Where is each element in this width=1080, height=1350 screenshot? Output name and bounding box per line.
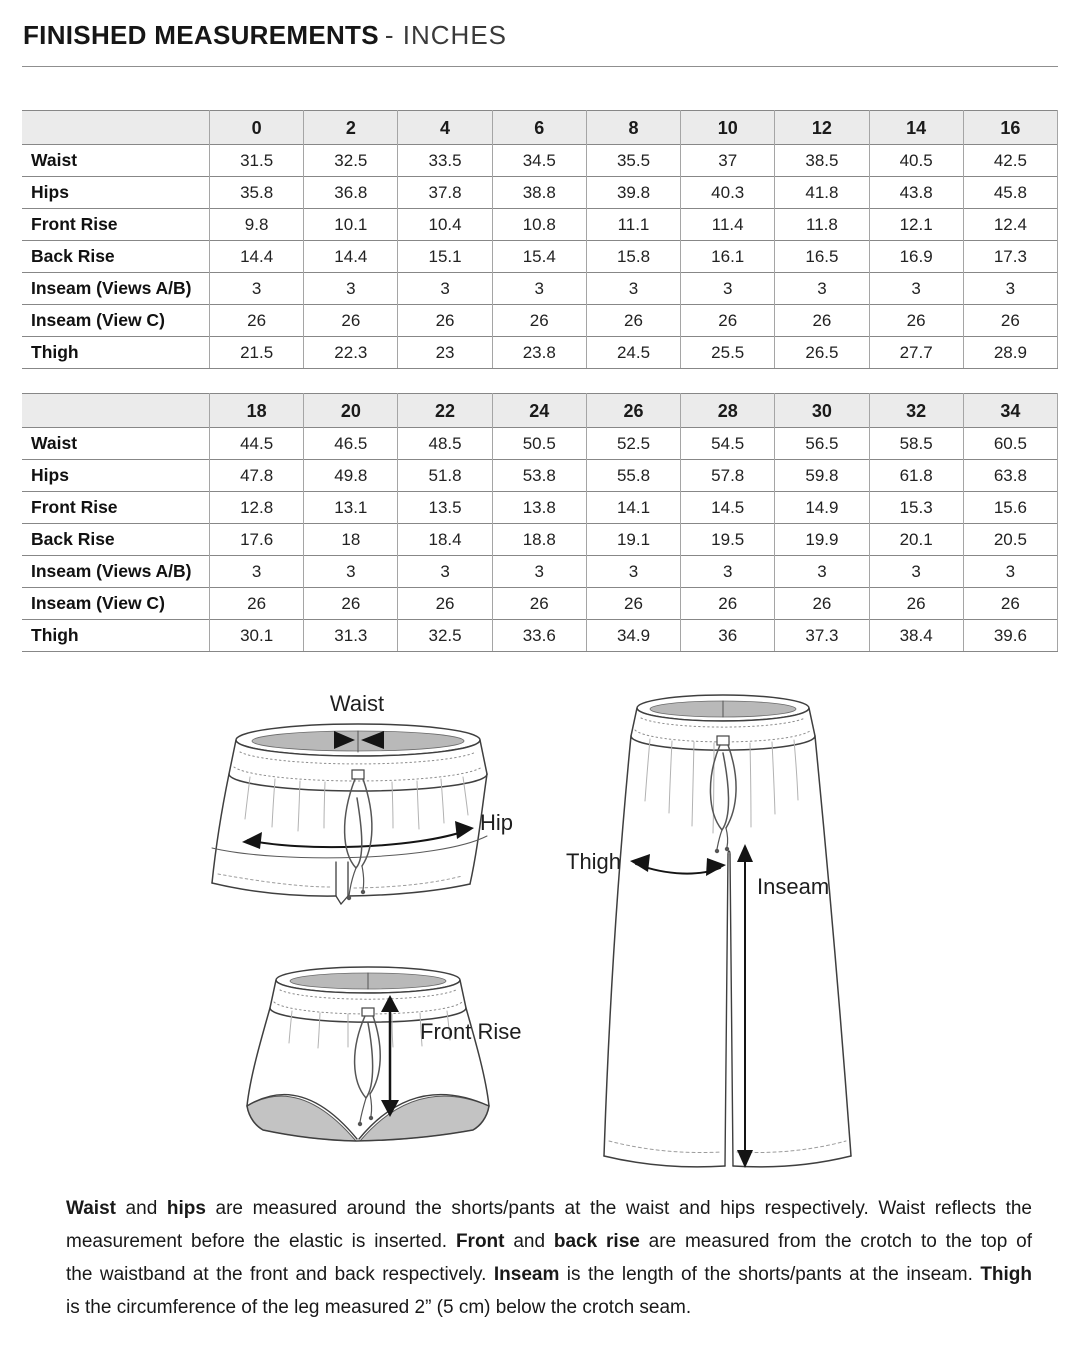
measurement-value: 3: [963, 556, 1057, 588]
measurement-value: 37.8: [398, 177, 492, 209]
title-divider: [22, 66, 1058, 67]
drawstring: [355, 1008, 381, 1126]
measurement-value: 3: [869, 273, 963, 305]
size-col-header: 14: [869, 111, 963, 145]
measurement-value: 3: [492, 556, 586, 588]
waist-label: Waist: [329, 691, 385, 716]
measurement-value: 18.4: [398, 524, 492, 556]
size-col-header: 22: [398, 394, 492, 428]
measurement-value: 14.9: [775, 492, 869, 524]
measurement-value: 12.4: [963, 209, 1057, 241]
measurement-value: 38.8: [492, 177, 586, 209]
measurement-value: 26: [586, 588, 680, 620]
measurement-value: 44.5: [210, 428, 304, 460]
front-rise-label: Front Rise: [420, 1019, 522, 1044]
measurement-value: 26.5: [775, 337, 869, 369]
measurement-value: 33.5: [398, 145, 492, 177]
measurement-value: 63.8: [963, 460, 1057, 492]
measurement-value: 26: [963, 588, 1057, 620]
measurement-label: Waist: [22, 145, 210, 177]
measurement-value: 38.4: [869, 620, 963, 652]
measurement-value: 40.5: [869, 145, 963, 177]
size-col-header: 2: [304, 111, 398, 145]
size-col-header: 28: [681, 394, 775, 428]
measurement-value: 24.5: [586, 337, 680, 369]
measurement-label: Back Rise: [22, 524, 210, 556]
measurement-value: 3: [586, 273, 680, 305]
note-line: measurement before the elastic is inserted. Front and back rise are measured from the crotch to the top of: [66, 1231, 1032, 1252]
measurement-value: 19.5: [681, 524, 775, 556]
measurement-value: 26: [963, 305, 1057, 337]
measurement-value: 36.8: [304, 177, 398, 209]
measurements-table-sizes-18-34: [22, 393, 1058, 652]
measurement-value: 26: [398, 588, 492, 620]
measurement-value: 14.5: [681, 492, 775, 524]
measurement-row: [22, 305, 1058, 337]
measurement-value: 23.8: [492, 337, 586, 369]
corner-cell: [22, 111, 210, 145]
size-header-row: [22, 394, 1058, 428]
measurement-value: 60.5: [963, 428, 1057, 460]
size-col-header: 10: [681, 111, 775, 145]
measurement-value: 3: [210, 273, 304, 305]
measurement-value: 21.5: [210, 337, 304, 369]
measurement-value: 26: [210, 305, 304, 337]
measurement-label: Inseam (Views A/B): [22, 556, 210, 588]
measurement-value: 45.8: [963, 177, 1057, 209]
measurement-value: 35.8: [210, 177, 304, 209]
measurement-value: 9.8: [210, 209, 304, 241]
measurement-notes: [66, 1192, 1032, 1324]
size-col-header: 0: [210, 111, 304, 145]
measurement-value: 41.8: [775, 177, 869, 209]
measurement-value: 15.3: [869, 492, 963, 524]
measurement-value: 49.8: [304, 460, 398, 492]
measurement-label: Front Rise: [22, 492, 210, 524]
measurement-value: 11.1: [586, 209, 680, 241]
measurement-value: 35.5: [586, 145, 680, 177]
measurement-value: 40.3: [681, 177, 775, 209]
measurement-value: 15.6: [963, 492, 1057, 524]
measurement-value: 16.9: [869, 241, 963, 273]
measurement-value: 3: [398, 273, 492, 305]
measurement-row: [22, 209, 1058, 241]
measurement-value: 12.1: [869, 209, 963, 241]
measurement-value: 26: [775, 305, 869, 337]
measurement-value: 3: [398, 556, 492, 588]
note-line: is the circumference of the leg measured 2” (5 cm) below the crotch seam.: [66, 1297, 692, 1318]
measurement-row: [22, 177, 1058, 209]
measurement-row: [22, 337, 1058, 369]
measurement-value: 32.5: [304, 145, 398, 177]
note-line: the waistband at the front and back respectively. Inseam is the length of the shorts/pants at the inseam. Thigh: [66, 1264, 1033, 1285]
measurement-row: [22, 556, 1058, 588]
measurement-label: Inseam (View C): [22, 588, 210, 620]
measurement-value: 18: [304, 524, 398, 556]
size-header-row: [22, 111, 1058, 145]
measurement-row: [22, 460, 1058, 492]
size-col-header: 26: [586, 394, 680, 428]
size-col-header: 4: [398, 111, 492, 145]
measurement-value: 54.5: [681, 428, 775, 460]
measurement-label: Inseam (Views A/B): [22, 273, 210, 305]
note-line: Waist and hips are measured around the shorts/pants at the waist and hips respectively. Waist reflects the: [66, 1198, 1032, 1219]
measurement-value: 13.1: [304, 492, 398, 524]
size-col-header: 32: [869, 394, 963, 428]
measurement-value: 27.7: [869, 337, 963, 369]
inseam-arrow: [737, 844, 753, 1168]
measurement-value: 18.8: [492, 524, 586, 556]
measurement-value: 3: [775, 556, 869, 588]
measurement-value: 15.8: [586, 241, 680, 273]
measurement-value: 37.3: [775, 620, 869, 652]
measurement-value: 11.4: [681, 209, 775, 241]
shorts-front-rise-drawing: [247, 967, 521, 1141]
measurement-label: Hips: [22, 460, 210, 492]
measurement-value: 26: [398, 305, 492, 337]
measurement-value: 15.4: [492, 241, 586, 273]
measurement-value: 58.5: [869, 428, 963, 460]
measurement-value: 36: [681, 620, 775, 652]
measurement-value: 61.8: [869, 460, 963, 492]
measurement-row: [22, 273, 1058, 305]
measurement-label: Waist: [22, 428, 210, 460]
title-main: FINISHED MEASUREMENTS: [23, 20, 379, 50]
measurement-row: [22, 524, 1058, 556]
measurement-value: 26: [869, 588, 963, 620]
measurement-label: Thigh: [22, 337, 210, 369]
measurement-value: 3: [304, 273, 398, 305]
measurement-value: 37: [681, 145, 775, 177]
measurement-value: 3: [304, 556, 398, 588]
measurement-row: [22, 588, 1058, 620]
pants-thigh-inseam-drawing: [566, 695, 851, 1168]
measurement-value: 53.8: [492, 460, 586, 492]
measurement-value: 39.6: [963, 620, 1057, 652]
measurement-value: 56.5: [775, 428, 869, 460]
measurement-value: 26: [304, 588, 398, 620]
measurement-value: 34.9: [586, 620, 680, 652]
measurement-value: 13.8: [492, 492, 586, 524]
page-title: [23, 20, 507, 51]
thigh-arrow: [630, 854, 726, 876]
measurement-value: 17.6: [210, 524, 304, 556]
measurement-value: 55.8: [586, 460, 680, 492]
measurement-value: 17.3: [963, 241, 1057, 273]
measurement-label: Back Rise: [22, 241, 210, 273]
measurement-value: 3: [492, 273, 586, 305]
measurement-value: 19.1: [586, 524, 680, 556]
size-col-header: 12: [775, 111, 869, 145]
measurements-table-sizes-0-16: [22, 110, 1058, 369]
size-col-header: 30: [775, 394, 869, 428]
measurement-value: 22.3: [304, 337, 398, 369]
measurement-value: 46.5: [304, 428, 398, 460]
measurement-value: 19.9: [775, 524, 869, 556]
measurement-value: 43.8: [869, 177, 963, 209]
measurement-value: 26: [492, 588, 586, 620]
measurement-value: 26: [681, 588, 775, 620]
size-col-header: 8: [586, 111, 680, 145]
measurement-value: 12.8: [210, 492, 304, 524]
shorts-waist-hip-drawing: [212, 691, 513, 904]
thigh-label: Thigh: [566, 849, 622, 874]
measurement-value: 11.8: [775, 209, 869, 241]
measurement-value: 32.5: [398, 620, 492, 652]
measurement-value: 38.5: [775, 145, 869, 177]
measurement-value: 48.5: [398, 428, 492, 460]
hip-arrow: [242, 821, 474, 849]
measurement-value: 26: [304, 305, 398, 337]
measurement-value: 16.5: [775, 241, 869, 273]
size-col-header: 16: [963, 111, 1057, 145]
size-col-header: 34: [963, 394, 1057, 428]
inseam-label: Inseam: [757, 874, 830, 899]
size-col-header: 20: [304, 394, 398, 428]
measurement-value: 47.8: [210, 460, 304, 492]
measurement-value: 26: [869, 305, 963, 337]
size-col-header: 18: [210, 394, 304, 428]
measurement-value: 25.5: [681, 337, 775, 369]
measurement-row: [22, 241, 1058, 273]
hip-label: Hip: [480, 810, 514, 835]
measurement-value: 42.5: [963, 145, 1057, 177]
measurement-value: 34.5: [492, 145, 586, 177]
measurement-value: 3: [681, 556, 775, 588]
measurement-label: Front Rise: [22, 209, 210, 241]
measurement-value: 13.5: [398, 492, 492, 524]
measurement-row: [22, 145, 1058, 177]
measurement-row: [22, 428, 1058, 460]
measurement-diagrams: [0, 678, 1080, 1193]
corner-cell: [22, 394, 210, 428]
measurement-value: 33.6: [492, 620, 586, 652]
size-col-header: 24: [492, 394, 586, 428]
measurement-value: 51.8: [398, 460, 492, 492]
measurement-value: 3: [681, 273, 775, 305]
measurement-value: 50.5: [492, 428, 586, 460]
size-col-header: 6: [492, 111, 586, 145]
measurement-value: 59.8: [775, 460, 869, 492]
measurement-value: 26: [775, 588, 869, 620]
measurement-value: 23: [398, 337, 492, 369]
measurement-value: 30.1: [210, 620, 304, 652]
measurement-value: 57.8: [681, 460, 775, 492]
title-units: - INCHES: [384, 20, 508, 50]
measurement-value: 14.1: [586, 492, 680, 524]
measurement-value: 3: [775, 273, 869, 305]
measurement-value: 31.3: [304, 620, 398, 652]
measurement-label: Thigh: [22, 620, 210, 652]
measurement-value: 10.1: [304, 209, 398, 241]
measurement-value: 52.5: [586, 428, 680, 460]
measurement-value: 3: [869, 556, 963, 588]
measurement-label: Hips: [22, 177, 210, 209]
measurement-value: 28.9: [963, 337, 1057, 369]
measurement-value: 14.4: [304, 241, 398, 273]
measurement-value: 26: [492, 305, 586, 337]
measurement-value: 20.1: [869, 524, 963, 556]
measurement-value: 3: [586, 556, 680, 588]
measurement-value: 3: [963, 273, 1057, 305]
measurement-value: 14.4: [210, 241, 304, 273]
measurement-label: Inseam (View C): [22, 305, 210, 337]
measurement-value: 3: [210, 556, 304, 588]
measurement-row: [22, 492, 1058, 524]
measurement-value: 31.5: [210, 145, 304, 177]
measurement-value: 26: [210, 588, 304, 620]
measurement-value: 15.1: [398, 241, 492, 273]
measurement-value: 20.5: [963, 524, 1057, 556]
measurement-value: 16.1: [681, 241, 775, 273]
measurement-row: [22, 620, 1058, 652]
measurement-value: 10.4: [398, 209, 492, 241]
measurement-value: 39.8: [586, 177, 680, 209]
measurement-value: 10.8: [492, 209, 586, 241]
measurement-value: 26: [681, 305, 775, 337]
measurement-value: 26: [586, 305, 680, 337]
